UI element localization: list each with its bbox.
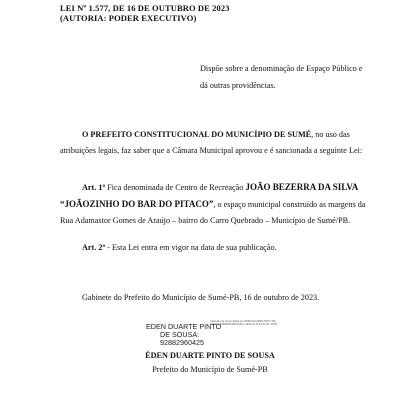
place-date: Gabinete do Prefeito do Município de Sumé-PB, 16 de outubro de 2023. (82, 293, 320, 302)
signer-title: Prefeito do Município de Sumé-PB (152, 365, 268, 374)
closing-paragraph (60, 290, 380, 306)
preamble-line-1 (60, 127, 380, 143)
digital-signature-name (146, 323, 221, 347)
ementa (200, 60, 390, 94)
article-1 (60, 179, 380, 229)
art2-text: - Esta Lei entra em vigor na data de sua publicação. (105, 243, 277, 252)
preamble-paragraph (60, 127, 380, 159)
ementa-line-1: Dispõe sobre a denominação de Espaço Público e (200, 64, 363, 73)
signer-name: ÉDEN DUARTE PINTO DE SOUSA (145, 351, 275, 360)
law-title: LEI Nº 1.577, DE 16 DE OUTUBRO DE 2023 (60, 3, 230, 13)
digital-signature-name-line-1: EDEN DUARTE PINTO (146, 322, 222, 331)
art1-nickname: “JOÃOZINHO DO BAR DO PITACO” (60, 199, 214, 209)
preamble-line-2: atribuições legais, faz saber que a Câmara Municipal aprovou e é sancionada a seguinte Lei: (60, 146, 363, 155)
art1-name: JOÃO BEZERRA DA SILVA (245, 182, 359, 192)
art1-line-2 (60, 196, 380, 213)
digital-signature-id: 92882960425 (160, 338, 204, 347)
preamble-bold-intro: O PREFEITO CONSTITUCIONAL DO MUNICÍPIO DE SUMÉ (82, 130, 312, 139)
article-2 (60, 240, 380, 256)
art1-text-1: Fica denominada de Centro de Recreação (105, 183, 246, 192)
art1-line-1 (60, 179, 380, 196)
digital-signature-name-line-2: DE SOUSA: (160, 330, 200, 339)
art1-text-2: , o espaço municipal construído as margens da (213, 200, 366, 209)
preamble-rest: , no uso das (311, 130, 350, 139)
ementa-line-2: dá outras providências. (200, 81, 276, 90)
art1-line-3: Rua Adamastor Gomes de Araújo – bairro do Carro Quebrado – Município de Sumé/PB. (60, 216, 351, 225)
law-authorship: (AUTORIA: PODER EXECUTIVO) (60, 13, 197, 23)
art2-label: Art. 2º (82, 243, 106, 252)
digital-signature-details: Assinado de forma digital por EDEN DUARTE PINTO DE SOUSA:92882960425 Dados: 2023.10.16 10:22:35 -03'00' (210, 320, 278, 327)
art1-label: Art. 1º (82, 183, 106, 192)
art2-line (60, 240, 380, 256)
